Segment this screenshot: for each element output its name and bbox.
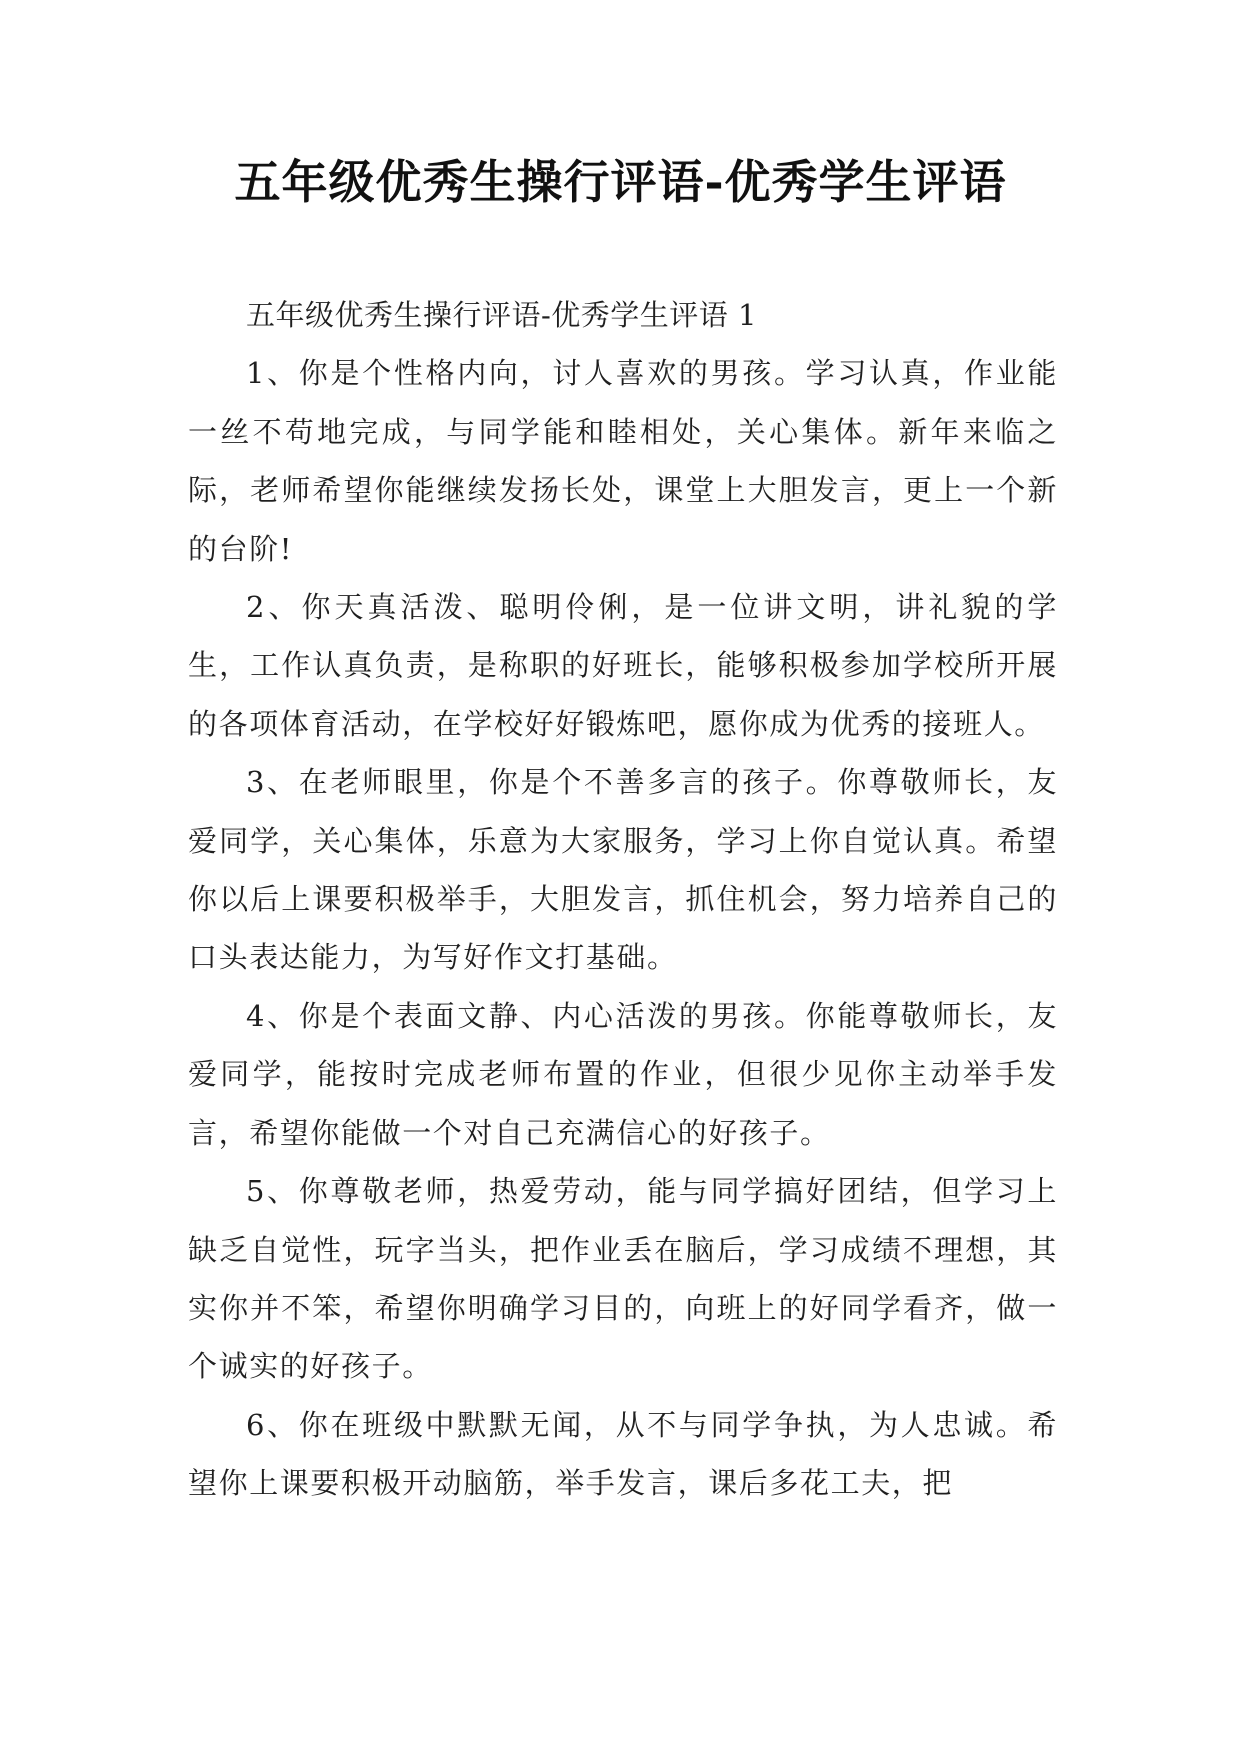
comment-paragraph-4: 4、你是个表面文静、内心活泼的男孩。你能尊敬师长，友爱同学，能按时完成老师布置的作业，但很少见你主动举手发言，希望你能做一个对自己充满信心的好孩子。 <box>188 998 1058 1150</box>
section-heading: 五年级优秀生操行评语-优秀学生评语 1 <box>246 298 757 332</box>
comment-paragraph-6: 6、你在班级中默默无闻，从不与同学争执，为人忠诚。希望你上课要积极开动脑筋，举手发言，课后多花工夫，把 <box>188 1407 1058 1501</box>
comment-paragraph-5: 5、你尊敬老师，热爱劳动，能与同学搞好团结，但学习上缺乏自觉性，玩字当头，把作业丢在脑后，学习成绩不理想，其实你并不笨，希望你明确学习目的，向班上的好同学看齐，做一个诚实的好孩子。 <box>188 1174 1058 1384</box>
document-title: 五年级优秀生操行评语-优秀学生评语 <box>234 155 1007 209</box>
document-body <box>188 286 1058 1513</box>
comment-paragraph-2: 2、你天真活泼、聪明伶俐，是一位讲文明，讲礼貌的学生，工作认真负责，是称职的好班长，能够积极参加学校所开展的各项体育活动，在学校好好锻炼吧，愿你成为优秀的接班人。 <box>188 590 1058 741</box>
comment-paragraph-1: 1、你是个性格内向，讨人喜欢的男孩。学习认真，作业能一丝不苟地完成，与同学能和睦相处，关心集体。新年来临之际，老师希望你能继续发扬长处，课堂上大胆发言，更上一个新的台阶! <box>188 356 1058 566</box>
comment-paragraph-3: 3、在老师眼里，你是个不善多言的孩子。你尊敬师长，友爱同学，关心集体，乐意为大家服务，学习上你自觉认真。希望你以后上课要积极举手，大胆发言，抓住机会，努力培养自己的口头表达能力，为写好作文打基础。 <box>188 765 1058 975</box>
